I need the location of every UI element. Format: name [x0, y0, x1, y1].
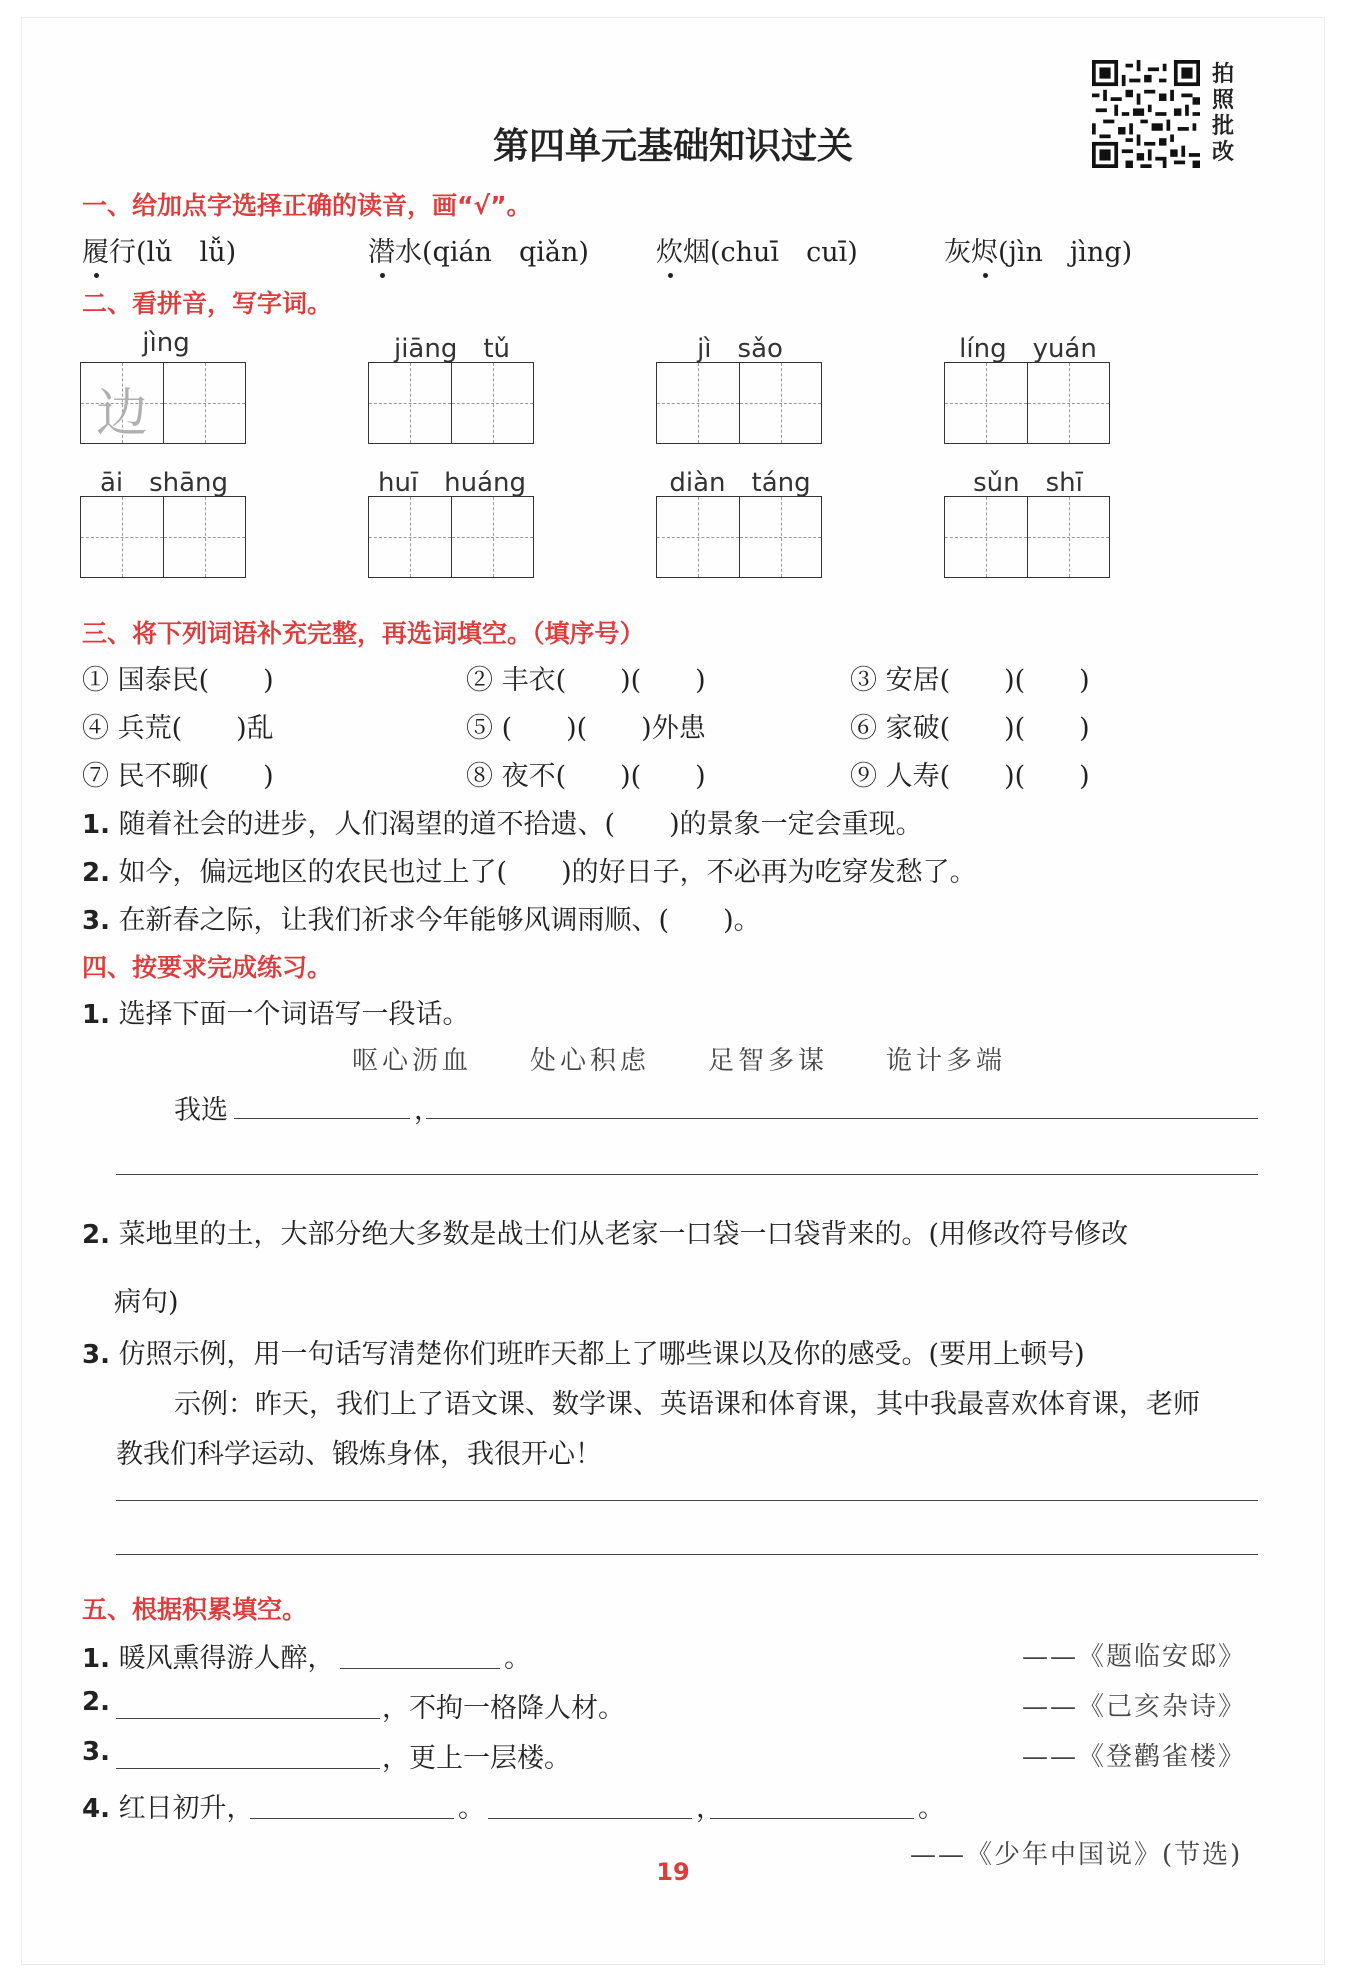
idiom-option: 足智多谋 — [708, 1046, 829, 1076]
qr-scan-label: 拍照批改 — [1212, 62, 1235, 165]
grid-cell[interactable] — [657, 497, 739, 577]
idiom-fill-item[interactable]: ⑨ 人寿( )( ) — [850, 761, 1090, 792]
grid-cell[interactable] — [945, 497, 1027, 577]
question-continuation: 病句) — [114, 1287, 179, 1318]
example-text: 示例：昨天，我们上了语文课、数学课、英语课和体育课，其中我最喜欢体育课，老师 — [174, 1389, 1200, 1420]
exercise-question: 3. 仿照示例，用一句话写清楚你们班昨天都上了哪些课以及你的感受。(要用上顿号) — [82, 1339, 1085, 1370]
answer-line[interactable] — [116, 1554, 1258, 1555]
pinyin-label: diàn táng — [669, 468, 811, 498]
answer-line[interactable] — [116, 1768, 380, 1769]
answer-line[interactable] — [234, 1118, 410, 1119]
fill-question[interactable]: 2. 如今，偏远地区的农民也过上了( )的好日子，不必再为吃穿发愁了。 — [82, 857, 977, 888]
idiom-fill-item[interactable]: ③ 安居( )( ) — [850, 665, 1090, 696]
dotted-char: 烬 — [971, 237, 998, 268]
pinyin-label: āi shāng — [99, 468, 229, 498]
character-grid[interactable] — [80, 362, 246, 444]
answer-line[interactable] — [340, 1668, 500, 1669]
grid-cell[interactable] — [369, 363, 451, 443]
poem-text: ，不拘一格降人材。 — [382, 1693, 625, 1724]
poem-punct: 。 — [918, 1793, 945, 1824]
exercise-question: 1. 选择下面一个词语写一段话。 — [82, 999, 470, 1030]
pronunciation-item[interactable]: 灰烬(jìn jìng) — [944, 237, 1133, 268]
grid-cell[interactable] — [945, 363, 1027, 443]
grid-cell[interactable] — [739, 363, 821, 443]
idiom-option: 呕心沥血 — [352, 1046, 473, 1076]
exercise-question: 2. 菜地里的土，大部分绝大多数是战士们从老家一口袋一口袋背来的。(用修改符号修改 — [82, 1219, 1129, 1250]
grid-cell[interactable] — [1027, 497, 1109, 577]
idiom-option: 处心积虑 — [530, 1046, 651, 1076]
dotted-char: 炊 — [656, 237, 683, 268]
section5-heading: 五、根据积累填空。 — [82, 1595, 308, 1624]
pinyin-label: jiāng tǔ — [393, 334, 511, 364]
dotted-char: 潜 — [368, 237, 395, 268]
poem-source: ——《登鹳雀楼》 — [1022, 1742, 1247, 1772]
pronunciation-item[interactable]: 炊烟(chuī cuī) — [656, 237, 858, 268]
poem-source: ——《己亥杂诗》 — [1022, 1692, 1247, 1722]
section2-heading: 二、看拼音，写字词。 — [82, 289, 333, 318]
character-grid[interactable] — [944, 362, 1110, 444]
poem-line: 4. 红日初升， — [82, 1793, 254, 1824]
answer-line[interactable] — [250, 1818, 454, 1819]
sample-character: 边 — [95, 384, 148, 444]
pinyin-label: jì sǎo — [697, 334, 783, 364]
idiom-fill-item[interactable]: ① 国泰民( ) — [82, 665, 274, 696]
comma: ， — [414, 1095, 441, 1126]
character-grid[interactable] — [944, 496, 1110, 578]
character-grid[interactable] — [368, 496, 534, 578]
poem-text: ，更上一层楼。 — [382, 1743, 571, 1774]
grid-cell[interactable] — [81, 363, 163, 443]
poem-punct: ， — [696, 1793, 723, 1824]
pinyin-label: sǔn shī — [973, 468, 1083, 498]
poem-source: ——《题临安邸》 — [1022, 1642, 1247, 1672]
grid-cell[interactable] — [369, 497, 451, 577]
grid-cell[interactable] — [81, 497, 163, 577]
answer-line[interactable] — [426, 1118, 1258, 1119]
pronunciation-item[interactable]: 履行(lǔ lǚ) — [82, 237, 237, 268]
grid-cell[interactable] — [1027, 363, 1109, 443]
grid-cell[interactable] — [451, 497, 533, 577]
fill-question[interactable]: 1. 随着社会的进步，人们渴望的道不拾遗、( )的景象一定会重现。 — [82, 809, 923, 840]
dotted-char: 履 — [82, 237, 109, 268]
answer-line[interactable] — [116, 1718, 380, 1719]
poem-line: 2. — [82, 1687, 110, 1717]
example-text: 教我们科学运动、锻炼身体，我很开心！ — [116, 1439, 602, 1470]
page-number: 19 — [656, 1858, 690, 1886]
idiom-fill-item[interactable]: ⑧ 夜不( )( ) — [466, 761, 706, 792]
grid-cell[interactable] — [657, 363, 739, 443]
idiom-fill-item[interactable]: ⑥ 家破( )( ) — [850, 713, 1090, 744]
poem-punct: 。 — [458, 1793, 485, 1824]
grid-cell[interactable] — [163, 497, 245, 577]
answer-line[interactable] — [116, 1500, 1258, 1501]
idiom-fill-item[interactable]: ⑦ 民不聊( ) — [82, 761, 274, 792]
pinyin-label: líng yuán — [959, 334, 1097, 364]
poem-punct: 。 — [504, 1643, 531, 1674]
idiom-option: 诡计多端 — [886, 1046, 1007, 1076]
answer-line[interactable] — [710, 1818, 914, 1819]
section4-heading: 四、按要求完成练习。 — [82, 953, 333, 982]
character-grid[interactable] — [656, 496, 822, 578]
worksheet-page — [22, 18, 1324, 1964]
pronunciation-item[interactable]: 潜水(qián qiǎn) — [368, 237, 589, 268]
idiom-fill-item[interactable]: ④ 兵荒( )乱 — [82, 713, 274, 744]
idiom-fill-item[interactable]: ② 丰衣( )( ) — [466, 665, 706, 696]
idiom-fill-item[interactable]: ⑤ ( )( )外患 — [466, 713, 706, 744]
choose-label: 我选 — [174, 1095, 228, 1126]
grid-cell[interactable] — [163, 363, 245, 443]
section1-heading: 一、给加点字选择正确的读音，画“√”。 — [82, 191, 532, 220]
answer-line[interactable] — [488, 1818, 692, 1819]
pinyin-label: huī huáng — [377, 468, 527, 498]
grid-cell[interactable] — [739, 497, 821, 577]
poem-line: 1. 暖风熏得游人醉， — [82, 1643, 335, 1674]
section3-heading: 三、将下列词语补充完整，再选词填空。（填序号） — [82, 619, 645, 648]
fill-question[interactable]: 3. 在新春之际，让我们祈求今年能够风调雨顺、( )。 — [82, 905, 761, 936]
poem-line: 3. — [82, 1737, 110, 1767]
page-title: 第四单元基础知识过关 — [492, 126, 853, 167]
character-grid[interactable] — [80, 496, 246, 578]
grid-cell[interactable] — [451, 363, 533, 443]
poem-source: ——《少年中国说》(节选) — [910, 1840, 1243, 1870]
pinyin-label: jìng — [142, 328, 190, 358]
character-grid[interactable] — [656, 362, 822, 444]
character-grid[interactable] — [368, 362, 534, 444]
answer-line[interactable] — [116, 1174, 1258, 1175]
